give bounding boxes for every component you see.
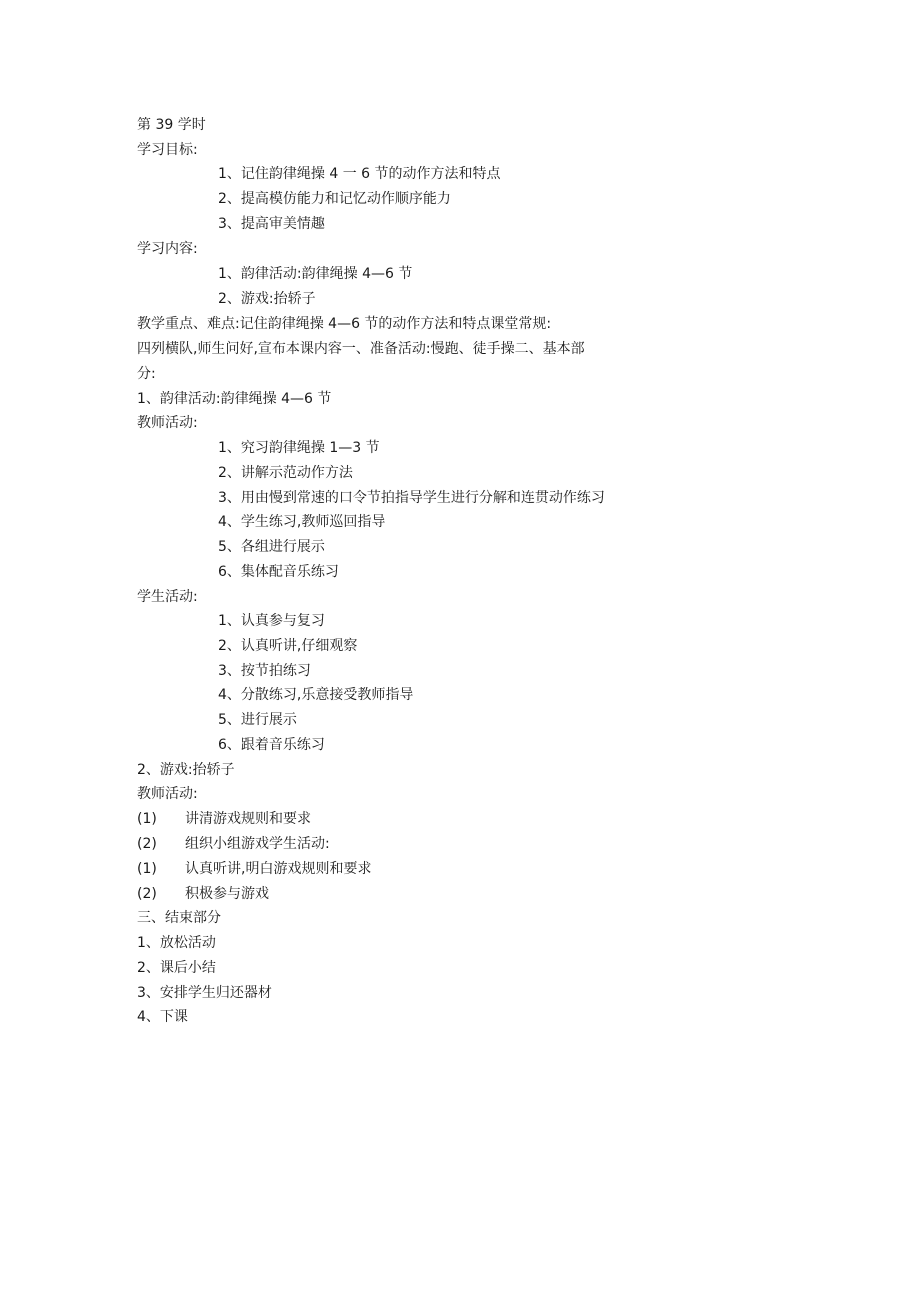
end-item: 2、课后小结 [137,960,216,976]
lesson-title: 第 39 学时 [137,117,206,133]
student-item: 6、跟着音乐练习 [218,737,325,753]
objective-item: 3、提高审美情趣 [218,216,325,232]
teacher-item: 5、各组进行展示 [218,539,325,555]
objectives-heading: 学习目标: [137,142,198,158]
end-item: 4、下课 [137,1009,188,1025]
routine-line: 四列横队,师生问好,宣布本课内容一、准备活动:慢跑、徒手操二、基本部 [137,341,585,357]
student-item: 4、分散练习,乐意接受教师指导 [218,687,414,703]
paren-number: (1) [137,811,157,827]
paren-item: 认真听讲,明白游戏规则和要求 [185,861,372,877]
content-item: 2、游戏:抬轿子 [218,291,316,307]
teacher-item: 4、学生练习,教师巡回指导 [218,514,386,530]
content-item: 1、韵律活动:韵律绳操 4—6 节 [218,266,413,282]
student-heading: 学生活动: [137,589,198,605]
student-item: 1、认真参与复习 [218,613,325,629]
teacher-item: 2、讲解示范动作方法 [218,465,353,481]
teacher-item: 3、用由慢到常速的口令节拍指导学生进行分解和连贯动作练习 [218,490,605,506]
paren-item: 组织小组游戏学生活动: [185,836,330,852]
teacher-heading: 教师活动: [137,415,198,431]
objective-item: 1、记住韵律绳操 4 一 6 节的动作方法和特点 [218,166,501,182]
paren-item: 积极参与游戏 [185,886,269,902]
paren-item: 讲清游戏规则和要求 [185,811,311,827]
paren-number: (1) [137,861,157,877]
end-item: 1、放松活动 [137,935,216,951]
end-heading: 三、结束部分 [137,910,221,926]
paren-number: (2) [137,886,157,902]
objective-item: 2、提高模仿能力和记忆动作顺序能力 [218,191,451,207]
paren-number: (2) [137,836,157,852]
key-points: 教学重点、难点:记住韵律绳操 4—6 节的动作方法和特点课堂常规: [137,316,552,332]
student-item: 3、按节拍练习 [218,663,311,679]
teacher-item: 1、究习韵律绳操 1—3 节 [218,440,380,456]
teacher-heading: 教师活动: [137,786,198,802]
student-item: 2、认真听讲,仔细观察 [218,638,358,654]
part2-title: 2、游戏:抬轿子 [137,762,235,778]
teacher-item: 6、集体配音乐练习 [218,564,339,580]
student-item: 5、进行展示 [218,712,297,728]
end-item: 3、安排学生归还器材 [137,985,272,1001]
routine-line-cont: 分: [137,366,156,382]
part1-title: 1、韵律活动:韵律绳操 4—6 节 [137,391,332,407]
content-heading: 学习内容: [137,241,198,257]
